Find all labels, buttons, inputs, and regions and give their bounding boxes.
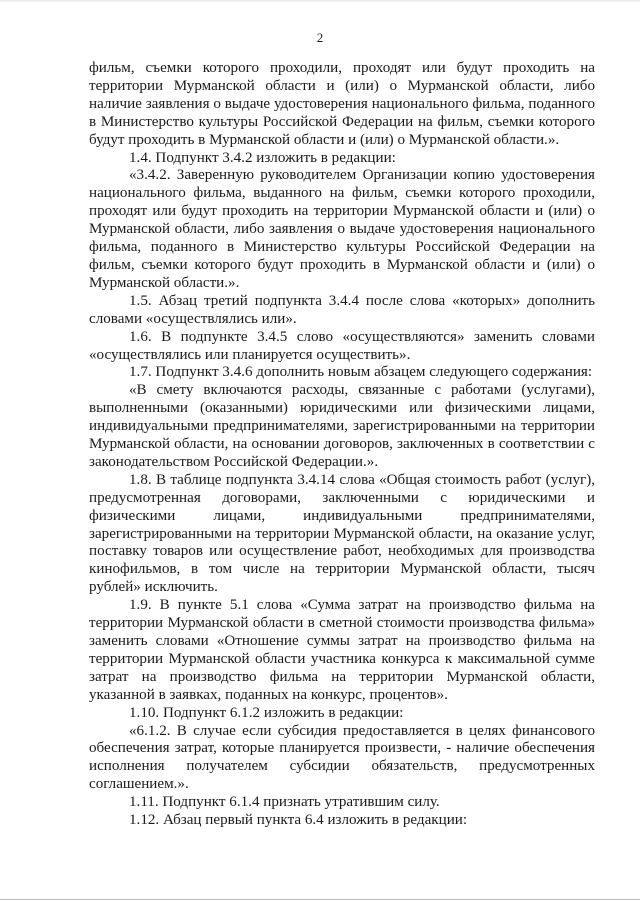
paragraph-item-1-6: 1.6. В подпункте 3.4.5 слово «осуществляются» заменить словами «осуществлялись или планируется осуществить». [89, 328, 595, 363]
scan-edge-bottom [0, 899, 640, 900]
scan-edge [0, 0, 640, 3]
paragraph-item-1-8: 1.8. В таблице подпункта 3.4.14 слова «Общая стоимость работ (услуг), предусмотренная договорами, заключенными с юридическими и физическими лицами, индивидуальными предпринимателями, зарегистрированными на территории Мурманской области, на оказание услуг, поставку товаров или осуществление работ, необходимых для производства кинофильмов, в том числе на территории Мурманской области, тысяч рублей» исключить. [89, 471, 595, 596]
paragraph-quote-3-4-2: «3.4.2. Заверенную руководителем Организации копию удостоверения национального фильма, выданного на фильм, съемки которого проходили, проходят или будут проходить на территории Мурманской области и (или) о Мурманской области, либо заявления о выдаче удостоверения национального фильма, поданного в Министерство культуры Российской Федерации на фильм, съемки которого будут проходить в Мурманской области и (или) о Мурманской области.». [89, 167, 595, 291]
paragraph-quote-3-4-6: «В смету включаются расходы, связанные с работами (услугами), выполненными (оказанными) юридическими или физическими лицами, индивидуальными предпринимателями, зарегистрированными на территории Мурманской области, на основании договоров, заключенных в соответствии с законодательством Российской Федерации.». [89, 382, 595, 470]
paragraph-item-1-9: 1.9. В пункте 5.1 слова «Сумма затрат на производство фильма на территории Мурманской области в сметной стоимости производства фильма» заменить словами «Отношение суммы затрат на производство фильма на территории Мурманской области участника конкурса к максимальной сумме затрат на производство фильма на территории Мурманской области, указанной в заявках, поданных на конкурс, процентов». [89, 597, 595, 703]
paragraph-quote-6-1-2: «6.1.2. В случае если субсидия предоставляется в целях финансового обеспечения затрат, которые планируется произвести, - наличие обеспечения исполнения получателем субсидии обязательств, предусмотренных соглашением.». [89, 722, 595, 793]
paragraph-continuation: фильм, съемки которого проходили, проходят или будут проходить на территории Мурманской области и (или) о Мурманской области, либо наличие заявления о выдаче удостоверения национального фильма, поданного в Министерство культуры Российской Федерации на фильм, съемки которого будут проходить в Мурманской области и (или) о Мурманской области.». [89, 60, 595, 148]
document-body [89, 60, 595, 830]
paragraph-item-1-12: 1.12. Абзац первый пункта 6.4 изложить в редакции: [129, 812, 468, 829]
paragraph-item-1-5: 1.5. Абзац третий подпункта 3.4.4 после слова «которых» дополнить словами «осуществлялись или». [89, 292, 595, 327]
page-number: 2 [316, 30, 324, 45]
paragraph-item-1-10: 1.10. Подпункт 6.1.2 изложить в редакции: [129, 704, 404, 721]
paragraph-item-1-4: 1.4. Подпункт 3.4.2 изложить в редакции: [129, 149, 396, 166]
paragraph-item-1-11: 1.11. Подпункт 6.1.4 признать утратившим силу. [129, 794, 440, 811]
paragraph-item-1-7: 1.7. Подпункт 3.4.6 дополнить новым абзацем следующего содержания: [129, 364, 593, 381]
